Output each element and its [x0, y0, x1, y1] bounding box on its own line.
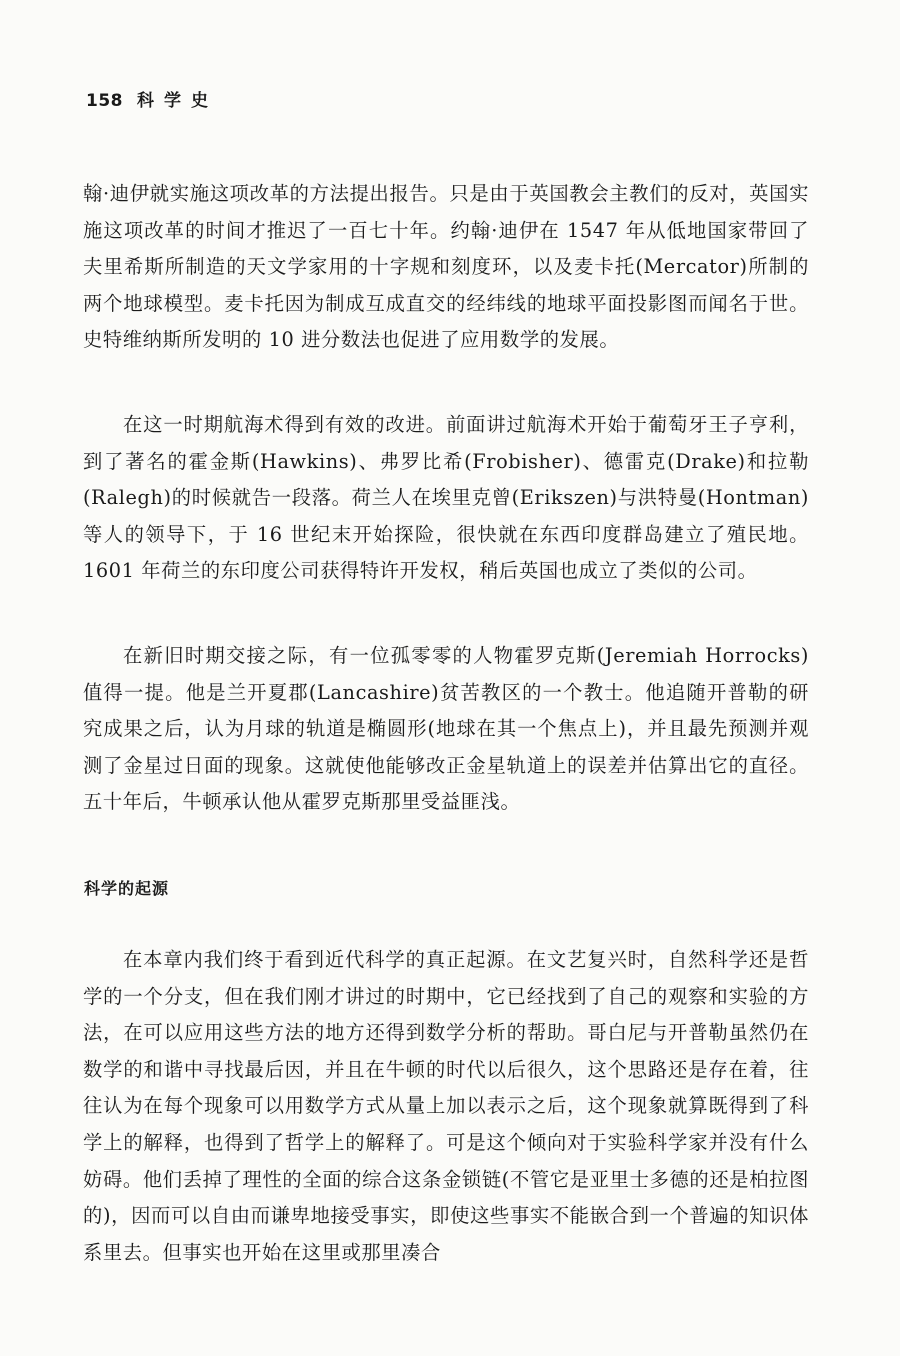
- paragraph-horrocks: 在新旧时期交接之际，有一位孤零零的人物霍罗克斯(Jeremiah Horrocks)值得一提。他是兰开夏郡(Lancashire)贫苦教区的一个教士。他追随开普勒的研究成果之后，认为月球的轨道是椭圆形(地球在其一个焦点上)，并且最先预测并观测了金星过日面的现象。这就使他能够改正金星轨道上的误差并估算出它的直径。五十年后，牛顿承认他从霍罗克斯那里受益匪浅。: [83, 644, 809, 814]
- section-heading: 科学的起源: [84, 879, 170, 898]
- paragraph-continued: 翰·迪伊就实施这项改革的方法提出报告。只是由于英国教会主教们的反对，英国实施这项改革的时间才推迟了一百七十年。约翰·迪伊在 1547 年从低地国家带回了夫里希斯所制造的天文学家用的十字规和刻度环，以及麦卡托(Mercator)所制的两个地球模型。麦卡托因为制成互成直交的经纬线的地球平面投影图而闻名于世。史特维纳斯所发明的 10 进分数法也促进了应用数学的发展。: [83, 182, 809, 352]
- page-number: 158: [86, 91, 123, 111]
- paragraph-origin-of-science: 在本章内我们终于看到近代科学的真正起源。在文艺复兴时，自然科学还是哲学的一个分支，但在我们刚才讲过的时期中，它已经找到了自己的观察和实验的方法，在可以应用这些方法的地方还得到数学分析的帮助。哥白尼与开普勒虽然仍在数学的和谐中寻找最后因，并且在牛顿的时代以后很久，这个思路还是存在着，往往认为在每个现象可以用数学方式从量上加以表示之后，这个现象就算既得到了科学上的解释，也得到了哲学上的解释了。可是这个倾向对于实验科学家并没有什么妨碍。他们丢掉了理性的全面的综合这条金锁链(不管它是亚里士多德的还是柏拉图的)，因而可以自由而谦卑地接受事实，即使这些事实不能嵌合到一个普遍的知识体系里去。但事实也开始在这里或那里凑合: [83, 948, 809, 1264]
- paragraph-navigation: 在这一时期航海术得到有效的改进。前面讲过航海术开始于葡萄牙王子亨利，到了著名的霍金斯(Hawkins)、弗罗比希(Frobisher)、德雷克(Drake)和拉勒(Ralegh)的时候就告一段落。荷兰人在埃里克曾(Erikszen)与洪特曼(Hontman)等人的领导下，于 16 世纪末开始探险，很快就在东西印度群岛建立了殖民地。1601 年荷兰的东印度公司获得特许开发权，稍后英国也成立了类似的公司。: [83, 413, 809, 583]
- running-head: [86, 86, 218, 114]
- book-title: 科学史: [137, 91, 218, 111]
